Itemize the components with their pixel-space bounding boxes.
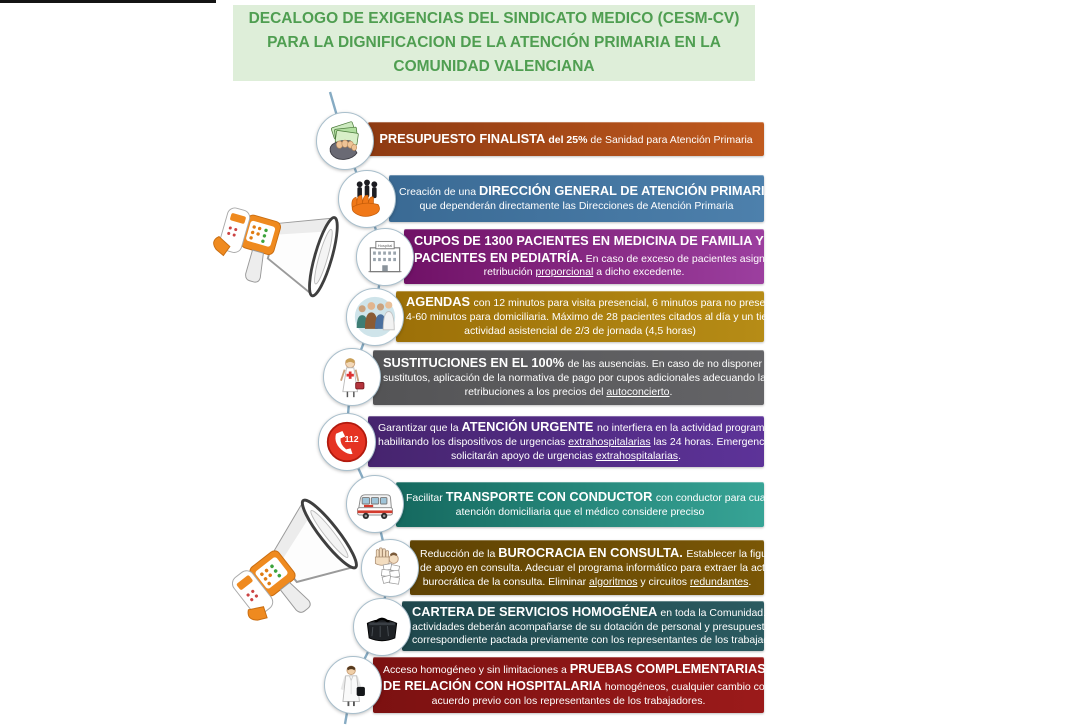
demand-bar-6 [368,416,806,467]
demand-text-line: habilitando los dispositivos de urgencias extrahospitalarias las 24 horas. Emergencias y 112 [378,436,806,449]
demand-text-line: atención domiciliaria que el médico considere preciso [455,506,705,519]
demand-text-line: acuerdo previo con los representantes de los trabajadores. [431,694,706,707]
demand-bar-2 [389,175,800,222]
demand-text-line: PRESUPUESTO FINALISTA del 25% de Sanidad para Atención Primaria [379,130,753,146]
demand-text-line: de apoyo en consulta. Adecuar el programa informático para extraer la actividad [420,562,793,575]
top-left-rule [0,0,216,3]
demand-text-line: actividad asistencial de 2/3 de jornada (4,5 horas) [464,324,696,337]
demand-text-line: Garantizar que la ATENCIÓN URGENTE no interfiera en la actividad programada, [378,419,785,435]
demand-text-line: retribución proporcional a dicho excedente. [483,266,685,279]
demand-text-line: que dependerán directamente las Direcciones de Atención Primaria [419,200,734,213]
demand-bar-10 [373,657,844,713]
demand-text-line: SUSTITUCIONES EN EL 100% de las ausencias. En caso de no disponer de [383,355,777,371]
demand-bar-8 [410,540,830,595]
demand-text-line: Creación de una DIRECCIÓN GENERAL DE ATENCIÓN PRIMARIA de la [399,183,800,199]
demand-text-line: PACIENTES EN PEDIATRÍA. En caso de exceso de pacientes asignados, [414,249,791,265]
title-line-1: DECALOGO DE EXIGENCIAS DEL SINDICATO MEDICO (CESM-CV) [248,10,740,27]
svg-text:112: 112 [344,434,359,444]
ambulance-icon [346,475,404,533]
demand-text-line: Acceso homogéneo y sin limitaciones a PRUEBAS COMPLEMENTARIAS. CIRCUITOS [383,661,844,677]
demand-text-line: actividades deberán acompañarse de su dotación de personal y presupuestaria [412,620,783,633]
doctor-icon [324,656,382,714]
demand-text-line: sustitutos, aplicación de la normativa de pago por cupos adicionales adecuando las [383,372,772,385]
emergency-112-icon [318,413,376,471]
patients-group-icon [346,288,404,346]
demand-bar-7 [396,482,792,527]
demand-text-line: Reducción de la BUROCRACIA EN CONSULTA. Establecer la figura del auxiliar [420,545,830,561]
people-on-hand-icon [338,170,396,228]
doctor-bag-icon [353,598,411,656]
nurse-icon [323,348,381,406]
demand-text-line: correspondiente pactada previamente con los representantes de los trabajadores. [412,634,793,647]
money-hand-icon [316,112,374,170]
demand-bar-1 [368,122,764,156]
demand-text-line: CARTERA DE SERVICIOS HOMOGÉNEA en toda la Comunidad. Todas las [412,603,814,619]
demand-text-line: CUPOS DE 1300 PACIENTES EN MEDICINA DE FAMILIA Y 900 [414,232,789,248]
demand-bar-9 [402,601,814,651]
demand-bar-4 [396,291,807,342]
demand-text-line: burocrática de la consulta. Eliminar algoritmos y circuitos redundantes. [422,575,752,588]
svg-text:Hospital: Hospital [377,242,393,248]
demand-text-line: 4-60 minutos para domiciliaria. Máximo de 28 pacientes citados al día y un tiempo de [406,311,803,324]
title-line-3: COMUNIDAD VALENCIANA [393,58,595,75]
demand-bar-3 [404,229,791,284]
demand-text-line: DE RELACIÓN CON HOSPITALARIA homogéneos, cualquier cambio contará con el [383,678,820,694]
demand-text-line: retribuciones a los precios del autoconcierto. [464,385,673,398]
demand-text-line: AGENDAS con 12 minutos para visita presencial, 6 minutos para no presenciales y [406,294,807,310]
demand-text-line: solicitarán apoyo de urgencias extrahospitalarias. [451,449,681,462]
demand-text-line: Facilitar TRANSPORTE CON CONDUCTOR con conductor para cualquier [406,489,792,505]
demand-bar-5 [373,350,777,405]
title-line-2: PARA LA DIGNIFICACION DE LA ATENCIÓN PRIMARIA EN LA [267,34,721,51]
title-banner [233,5,755,81]
hospital-sketch-icon [356,228,414,286]
paper-figure-icon [361,539,419,597]
